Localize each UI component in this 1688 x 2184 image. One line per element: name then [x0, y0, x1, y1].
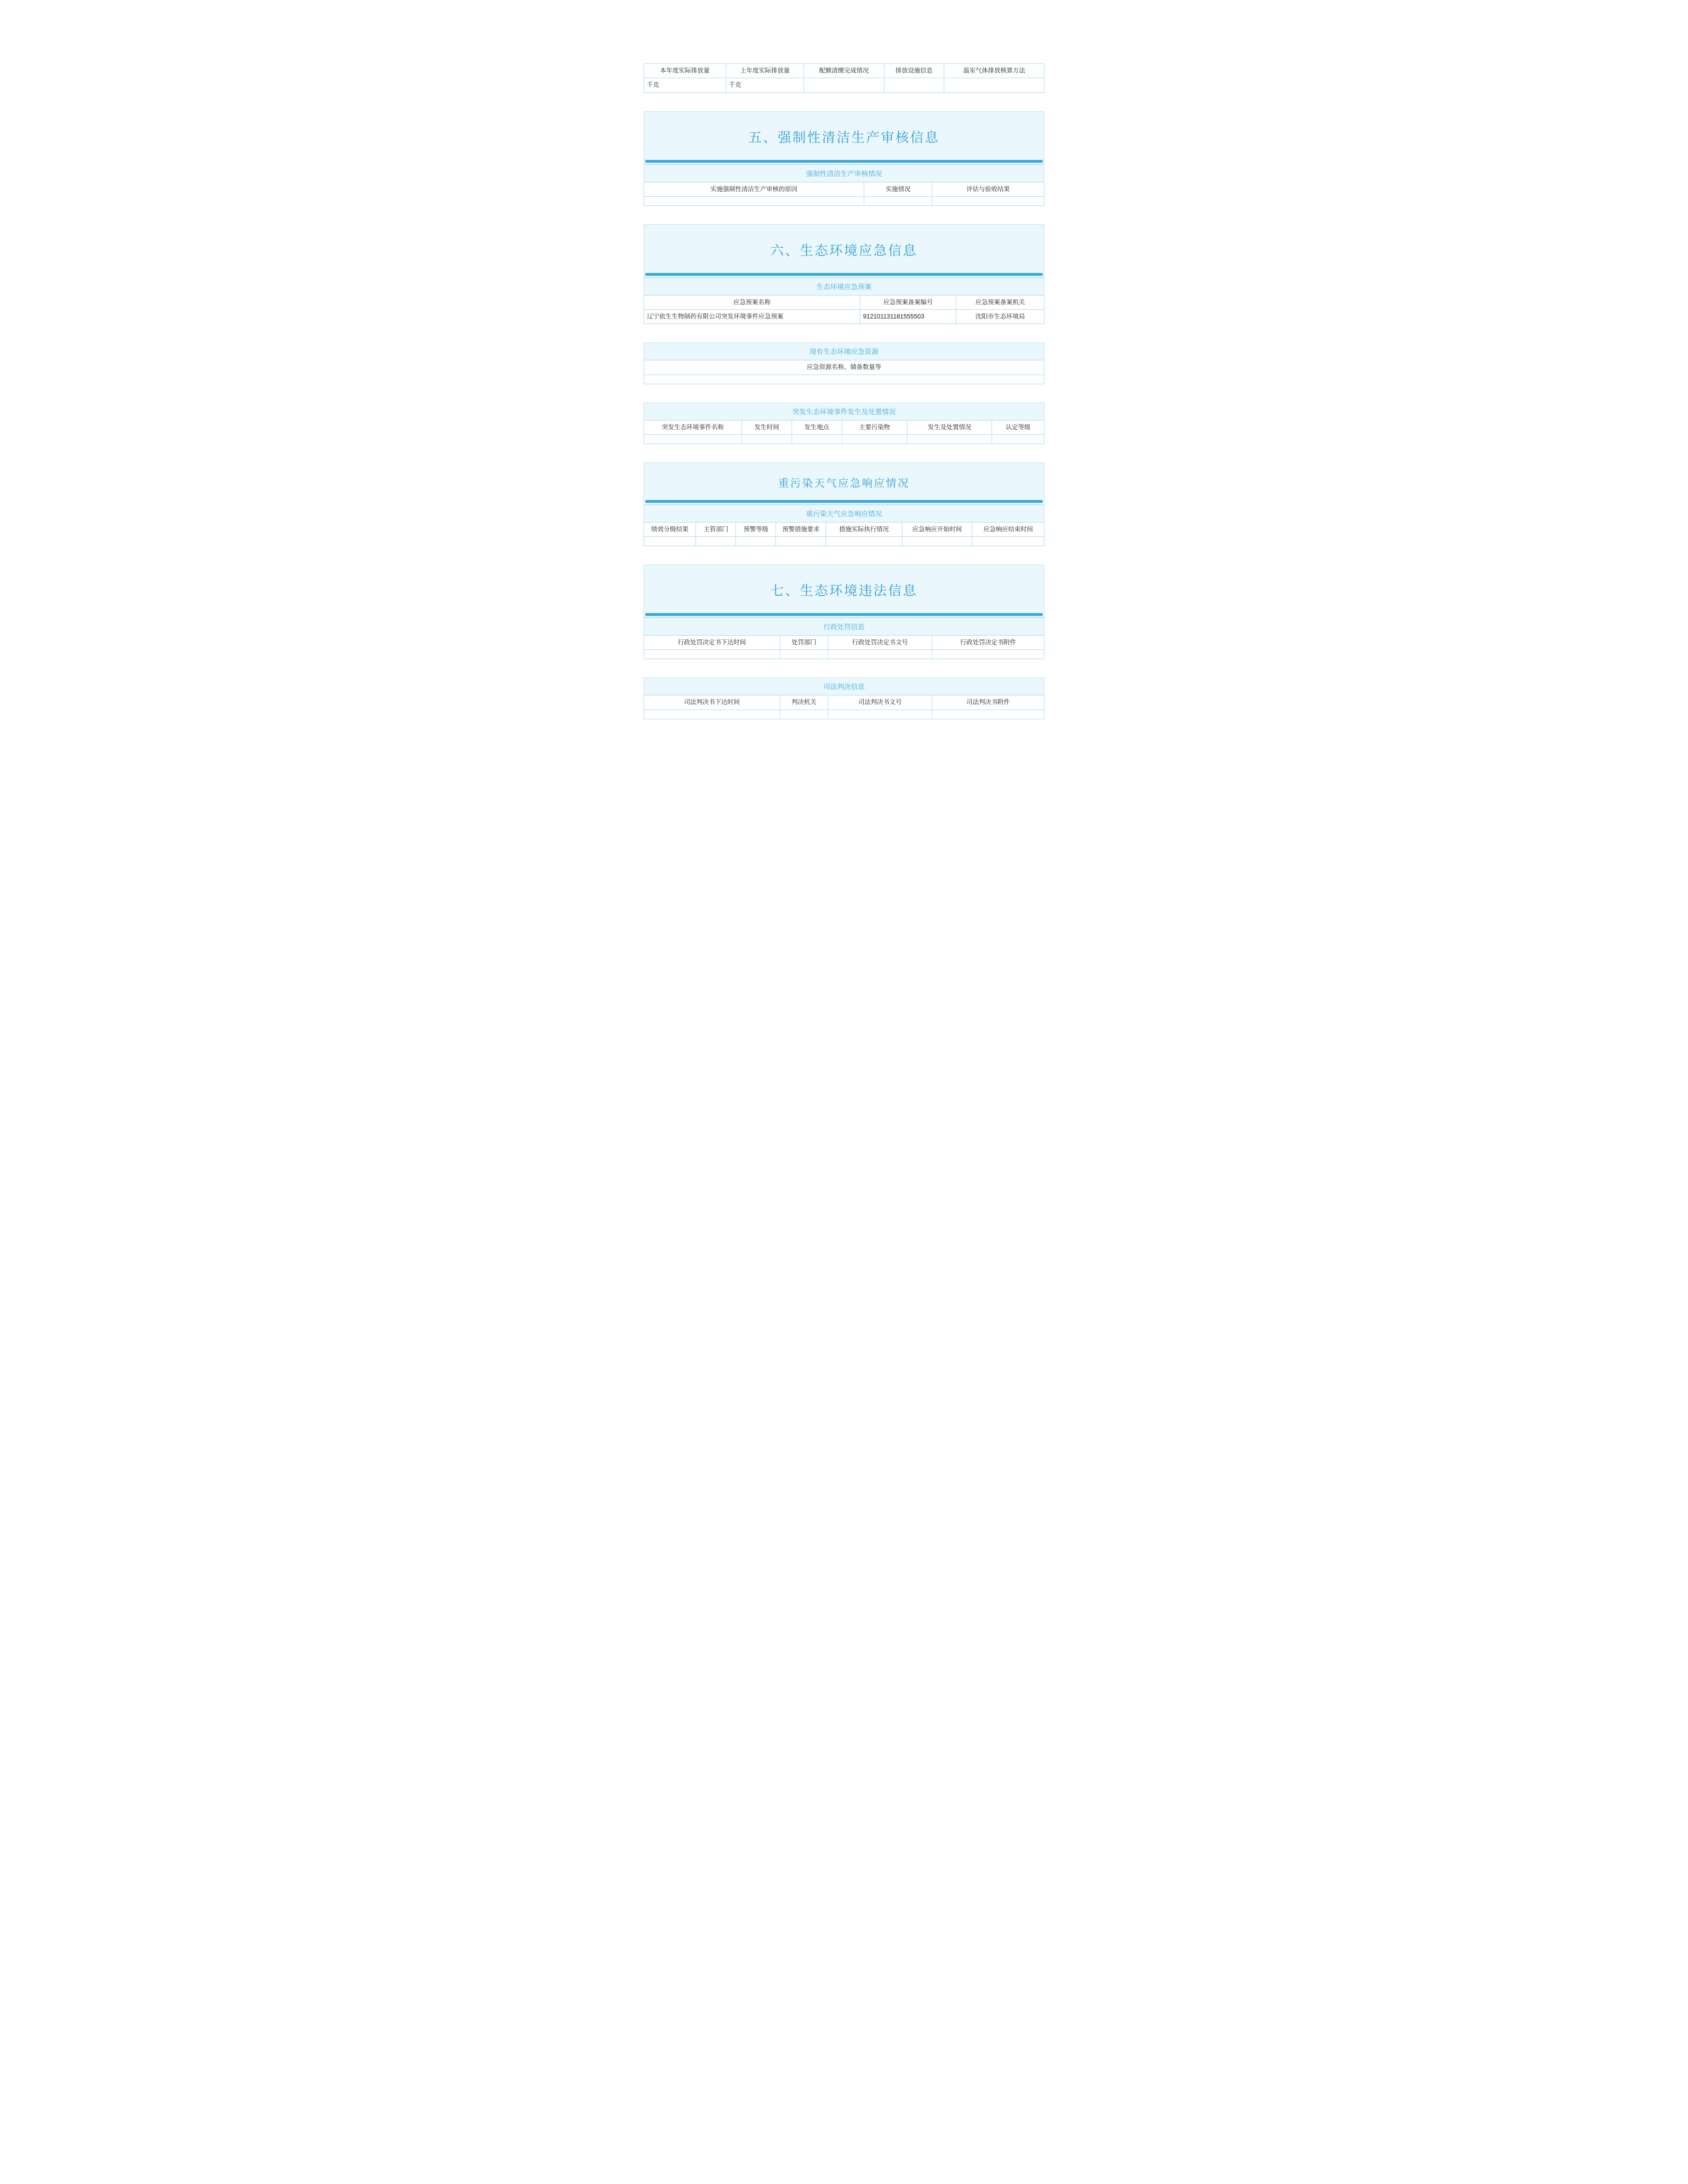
table-cell — [864, 196, 932, 205]
heavy-pollution-block — [644, 505, 1044, 546]
table-header-row — [644, 636, 1044, 650]
table-header-row — [644, 360, 1044, 375]
column-header: 预警措施要求 — [776, 522, 826, 536]
table-cell — [944, 78, 1044, 92]
incident-handling-block — [644, 403, 1044, 444]
column-header: 行政处罚决定书下达时间 — [644, 636, 780, 650]
table-header-row — [644, 522, 1044, 536]
table-cell — [644, 196, 864, 205]
sub-band-label: 重污染天气应急响应情况 — [644, 505, 1044, 522]
table-cell — [828, 650, 932, 659]
emergency-plan-block — [644, 278, 1044, 324]
administrative-penalty-block — [644, 618, 1044, 659]
table-cell — [907, 434, 992, 444]
column-header: 应急响应开始时间 — [902, 522, 972, 536]
column-header: 应急预案备案机关 — [956, 295, 1044, 309]
section-six-banner — [644, 224, 1044, 278]
table-cell — [644, 375, 1044, 384]
table-cell: 沈阳市生态环境局 — [956, 310, 1044, 324]
table-cell — [742, 434, 792, 444]
table-header-row — [644, 695, 1044, 710]
sub-band-label: 行政处罚信息 — [644, 618, 1044, 635]
table-cell — [932, 196, 1044, 205]
table-cell: 912101131181555503 — [860, 310, 956, 324]
table-row — [644, 310, 1044, 324]
table-header-row — [644, 420, 1044, 434]
column-header: 发生地点 — [792, 420, 842, 434]
emergency-plan-table — [644, 295, 1044, 324]
section-five-title: 五、强制性清洁生产审核信息 — [748, 130, 940, 145]
emission-table — [644, 63, 1044, 93]
table-cell — [696, 537, 736, 546]
column-header: 认定等级 — [992, 420, 1044, 434]
table-row — [644, 78, 1044, 92]
table-cell — [842, 434, 907, 444]
column-header: 预警等级 — [736, 522, 776, 536]
table-cell — [992, 434, 1044, 444]
column-header: 温室气体排放核算方法 — [944, 64, 1044, 78]
administrative-penalty-table — [644, 635, 1044, 659]
table-row — [644, 196, 1044, 205]
section-divider-rule — [645, 613, 1043, 616]
column-header: 应急预案备案编号 — [860, 295, 956, 309]
section-seven-title: 七、生态环境违法信息 — [770, 584, 918, 598]
table-cell — [826, 537, 902, 546]
column-header: 主管部门 — [696, 522, 736, 536]
section-divider-rule — [645, 500, 1043, 503]
column-header: 上年度实际排放量 — [726, 64, 804, 78]
sub-band-label: 司法判决信息 — [644, 677, 1044, 695]
column-header: 应急响应结束时间 — [972, 522, 1044, 536]
column-header: 排放设施信息 — [884, 64, 944, 78]
column-header: 发生时间 — [742, 420, 792, 434]
table-cell — [932, 710, 1044, 719]
incident-handling-table — [644, 420, 1044, 444]
heavy-pollution-table — [644, 522, 1044, 546]
column-header: 判决机关 — [780, 695, 828, 710]
table-cell — [780, 650, 828, 659]
emergency-resources-block — [644, 342, 1044, 384]
table-cell — [972, 537, 1044, 546]
table-row — [644, 434, 1044, 444]
sub-band-label: 突发生态环境事件发生及处置情况 — [644, 403, 1044, 420]
table-cell — [644, 650, 780, 659]
column-header: 处罚部门 — [780, 636, 828, 650]
table-header-row — [644, 182, 1044, 196]
section-six-title: 六、生态环境应急信息 — [770, 243, 918, 258]
column-header: 措施实际执行情况 — [826, 522, 902, 536]
column-header: 本年度实际排放量 — [644, 64, 726, 78]
judicial-judgment-table — [644, 695, 1044, 719]
table-cell — [902, 537, 972, 546]
section-divider-rule — [645, 273, 1043, 276]
table-cell: 千克 — [726, 78, 804, 92]
table-cell — [932, 650, 1044, 659]
table-row — [644, 650, 1044, 659]
judicial-judgment-block — [644, 677, 1044, 719]
column-header: 主要污染物 — [842, 420, 907, 434]
table-cell — [776, 537, 826, 546]
column-header: 实施情况 — [864, 182, 932, 196]
table-cell — [644, 434, 742, 444]
table-row — [644, 537, 1044, 546]
heavy-pollution-banner — [644, 462, 1044, 505]
section-five-clean-production-block — [644, 165, 1044, 206]
table-cell — [884, 78, 944, 92]
table-cell — [780, 710, 828, 719]
table-header-row — [644, 295, 1044, 309]
column-header: 司法判决书下达时间 — [644, 695, 780, 710]
column-header: 评估与验收结果 — [932, 182, 1044, 196]
sub-band-label: 强制性清洁生产审核情况 — [644, 165, 1044, 182]
table-row — [644, 375, 1044, 384]
column-header: 行政处罚决定书文号 — [828, 636, 932, 650]
table-row — [644, 710, 1044, 719]
table-cell — [804, 78, 884, 92]
heavy-pollution-title: 重污染天气应急响应情况 — [778, 477, 910, 489]
table-cell: 辽宁依生生物制药有限公司突发环境事件应急预案 — [644, 310, 860, 324]
column-header: 司法判决书文号 — [828, 695, 932, 710]
column-header: 司法判决书附件 — [932, 695, 1044, 710]
column-header: 突发生态环境事件名称 — [644, 420, 742, 434]
table-cell — [644, 537, 696, 546]
column-header: 配额清缴完成情况 — [804, 64, 884, 78]
page-content — [563, 0, 1125, 719]
clean-production-table — [644, 182, 1044, 206]
section-divider-rule — [645, 160, 1043, 163]
table-cell — [828, 710, 932, 719]
document-page — [563, 0, 1125, 728]
column-header: 应急资源名称、储备数量等 — [644, 360, 1044, 375]
column-header: 实施强制性清洁生产审核的原因 — [644, 182, 864, 196]
table-cell: 千克 — [644, 78, 726, 92]
section-seven-banner — [644, 564, 1044, 618]
table-cell — [736, 537, 776, 546]
column-header: 发生及处置情况 — [907, 420, 992, 434]
table-header-row — [644, 64, 1044, 78]
emergency-resources-table — [644, 360, 1044, 384]
section-five-banner — [644, 111, 1044, 165]
sub-band-label: 生态环境应急预案 — [644, 278, 1044, 295]
column-header: 绩效分级结果 — [644, 522, 696, 536]
column-header: 应急预案名称 — [644, 295, 860, 309]
sub-band-label: 现有生态环境应急资源 — [644, 342, 1044, 360]
column-header: 行政处罚决定书附件 — [932, 636, 1044, 650]
table-cell — [792, 434, 842, 444]
table-cell — [644, 710, 780, 719]
